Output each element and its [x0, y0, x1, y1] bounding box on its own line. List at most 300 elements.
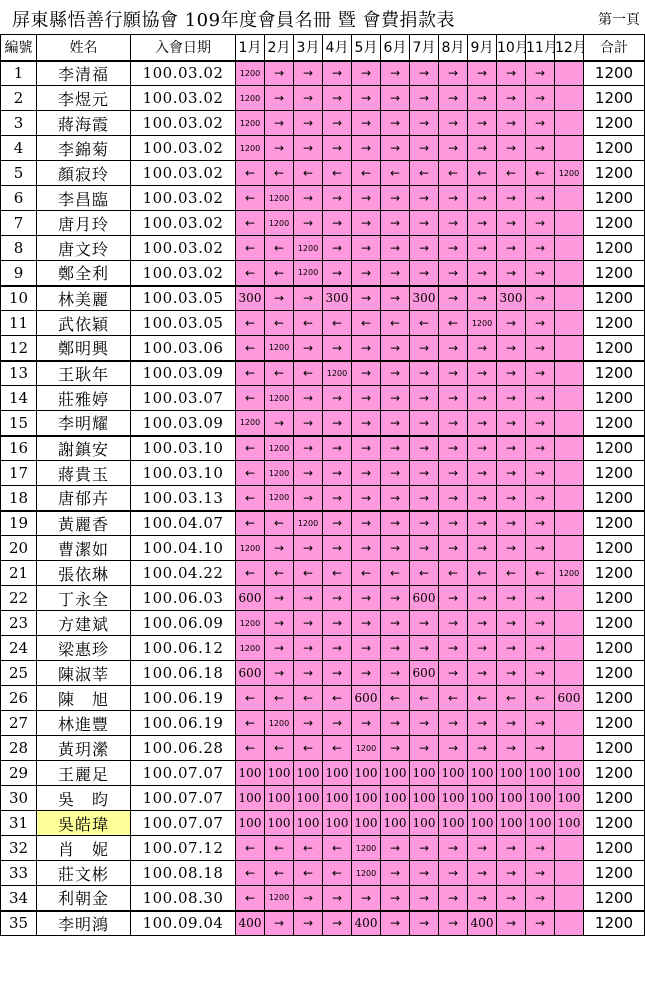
- month-cell: →: [439, 86, 468, 111]
- join-date: 100.03.06: [131, 336, 236, 361]
- row-total: 1200: [584, 461, 645, 486]
- month-cell: 1200: [236, 536, 265, 561]
- month-cell: →: [265, 661, 294, 686]
- join-date: 100.03.09: [131, 361, 236, 386]
- month-cell: 100: [555, 811, 584, 836]
- month-cell: →: [381, 86, 410, 111]
- month-cell: [555, 511, 584, 536]
- table-row: [1, 511, 645, 536]
- member-name: 李清福: [37, 61, 131, 86]
- month-cell: →: [323, 911, 352, 936]
- member-name: 林進豐: [37, 711, 131, 736]
- month-cell: 400: [468, 911, 497, 936]
- month-cell: ←: [236, 161, 265, 186]
- month-cell: →: [439, 861, 468, 886]
- month-cell: →: [323, 886, 352, 911]
- header-month: 2月: [265, 35, 294, 61]
- month-cell: ←: [439, 561, 468, 586]
- month-cell: 1200: [352, 736, 381, 761]
- row-total: 1200: [584, 561, 645, 586]
- month-cell: →: [439, 586, 468, 611]
- month-cell: →: [294, 386, 323, 411]
- month-cell: →: [265, 586, 294, 611]
- month-cell: →: [294, 211, 323, 236]
- month-cell: 100: [526, 761, 555, 786]
- table-row: [1, 486, 645, 511]
- month-cell: [555, 611, 584, 636]
- member-number: 24: [1, 636, 37, 661]
- month-cell: →: [526, 586, 555, 611]
- table-row: [1, 211, 645, 236]
- row-total: 1200: [584, 61, 645, 86]
- month-cell: →: [410, 511, 439, 536]
- month-cell: →: [526, 111, 555, 136]
- header-name: 姓名: [37, 35, 131, 61]
- month-cell: →: [294, 411, 323, 436]
- month-cell: →: [439, 661, 468, 686]
- month-cell: 600: [410, 661, 439, 686]
- join-date: 100.03.02: [131, 136, 236, 161]
- table-row: [1, 536, 645, 561]
- table-row: [1, 261, 645, 286]
- month-cell: →: [468, 486, 497, 511]
- month-cell: 100: [236, 786, 265, 811]
- month-cell: →: [381, 536, 410, 561]
- month-cell: →: [265, 286, 294, 311]
- month-cell: ←: [323, 161, 352, 186]
- month-cell: 1200: [352, 861, 381, 886]
- month-cell: →: [497, 136, 526, 161]
- month-cell: →: [265, 636, 294, 661]
- month-cell: →: [526, 211, 555, 236]
- header-month: 1月: [236, 35, 265, 61]
- table-row: [1, 136, 645, 161]
- month-cell: →: [468, 61, 497, 86]
- month-cell: 100: [497, 786, 526, 811]
- member-number: 33: [1, 861, 37, 886]
- month-cell: ←: [323, 686, 352, 711]
- month-cell: 1200: [236, 136, 265, 161]
- month-cell: →: [468, 861, 497, 886]
- table-row: [1, 661, 645, 686]
- month-cell: 100: [265, 761, 294, 786]
- month-cell: →: [526, 461, 555, 486]
- member-number: 21: [1, 561, 37, 586]
- month-cell: →: [352, 136, 381, 161]
- member-number: 26: [1, 686, 37, 711]
- month-cell: 100: [265, 811, 294, 836]
- month-cell: →: [352, 411, 381, 436]
- month-cell: →: [410, 386, 439, 411]
- member-number: 9: [1, 261, 37, 286]
- month-cell: →: [381, 886, 410, 911]
- member-number: 23: [1, 611, 37, 636]
- month-cell: →: [468, 711, 497, 736]
- month-cell: →: [294, 186, 323, 211]
- month-cell: ←: [265, 861, 294, 886]
- join-date: 100.03.02: [131, 236, 236, 261]
- month-cell: →: [381, 136, 410, 161]
- month-cell: [555, 386, 584, 411]
- month-cell: ←: [323, 561, 352, 586]
- table-row: [1, 911, 645, 936]
- month-cell: →: [381, 436, 410, 461]
- month-cell: →: [410, 536, 439, 561]
- month-cell: 100: [236, 761, 265, 786]
- month-cell: →: [468, 136, 497, 161]
- member-name: 唐郁卉: [37, 486, 131, 511]
- member-name: 李明耀: [37, 411, 131, 436]
- month-cell: →: [410, 136, 439, 161]
- member-number: 6: [1, 186, 37, 211]
- month-cell: 100: [323, 811, 352, 836]
- month-cell: →: [526, 886, 555, 911]
- row-total: 1200: [584, 186, 645, 211]
- month-cell: →: [497, 886, 526, 911]
- month-cell: ←: [236, 261, 265, 286]
- table-row: [1, 311, 645, 336]
- month-cell: →: [323, 411, 352, 436]
- month-cell: ←: [265, 236, 294, 261]
- month-cell: 1200: [236, 636, 265, 661]
- month-cell: 100: [410, 761, 439, 786]
- month-cell: [555, 586, 584, 611]
- month-cell: ←: [265, 736, 294, 761]
- month-cell: →: [352, 636, 381, 661]
- header-join-date: 入會日期: [131, 35, 236, 61]
- join-date: 100.06.09: [131, 611, 236, 636]
- month-cell: 300: [236, 286, 265, 311]
- month-cell: →: [439, 836, 468, 861]
- month-cell: ←: [294, 736, 323, 761]
- month-cell: →: [439, 186, 468, 211]
- join-date: 100.08.30: [131, 886, 236, 911]
- member-name: 肖 妮: [37, 836, 131, 861]
- join-date: 100.06.18: [131, 661, 236, 686]
- month-cell: →: [323, 236, 352, 261]
- month-cell: [555, 261, 584, 286]
- month-cell: →: [352, 336, 381, 361]
- member-name: 吳 昀: [37, 786, 131, 811]
- month-cell: 600: [236, 661, 265, 686]
- month-cell: →: [468, 336, 497, 361]
- month-cell: →: [381, 911, 410, 936]
- month-cell: ←: [352, 561, 381, 586]
- table-row: [1, 361, 645, 386]
- row-total: 1200: [584, 861, 645, 886]
- month-cell: 100: [439, 761, 468, 786]
- month-cell: →: [381, 661, 410, 686]
- month-cell: →: [352, 111, 381, 136]
- table-row: [1, 736, 645, 761]
- month-cell: →: [468, 736, 497, 761]
- month-cell: →: [526, 336, 555, 361]
- member-name: 張依琳: [37, 561, 131, 586]
- member-number: 10: [1, 286, 37, 311]
- table-row: [1, 711, 645, 736]
- month-cell: 100: [497, 761, 526, 786]
- month-cell: ←: [236, 461, 265, 486]
- month-cell: [555, 836, 584, 861]
- month-cell: ←: [323, 311, 352, 336]
- month-cell: [555, 411, 584, 436]
- member-number: 34: [1, 886, 37, 911]
- month-cell: →: [323, 711, 352, 736]
- member-number: 5: [1, 161, 37, 186]
- month-cell: →: [323, 186, 352, 211]
- month-cell: →: [352, 711, 381, 736]
- row-total: 1200: [584, 411, 645, 436]
- month-cell: →: [381, 461, 410, 486]
- member-name: 鄭全利: [37, 261, 131, 286]
- month-cell: ←: [236, 386, 265, 411]
- member-name: 黃玥瀠: [37, 736, 131, 761]
- month-cell: →: [381, 261, 410, 286]
- member-name: 利朝金: [37, 886, 131, 911]
- month-cell: →: [323, 136, 352, 161]
- month-cell: →: [381, 286, 410, 311]
- month-cell: →: [294, 436, 323, 461]
- month-cell: →: [497, 436, 526, 461]
- month-cell: →: [294, 586, 323, 611]
- month-cell: 100: [410, 786, 439, 811]
- month-cell: ←: [236, 836, 265, 861]
- month-cell: →: [526, 661, 555, 686]
- month-cell: →: [294, 486, 323, 511]
- member-number: 8: [1, 236, 37, 261]
- table-row: [1, 461, 645, 486]
- month-cell: →: [468, 286, 497, 311]
- month-cell: →: [439, 461, 468, 486]
- month-cell: 100: [410, 811, 439, 836]
- month-cell: ←: [381, 311, 410, 336]
- month-cell: →: [265, 411, 294, 436]
- member-number: 31: [1, 811, 37, 836]
- month-cell: →: [410, 261, 439, 286]
- join-date: 100.03.10: [131, 461, 236, 486]
- month-cell: →: [294, 111, 323, 136]
- month-cell: 1200: [323, 361, 352, 386]
- join-date: 100.03.02: [131, 261, 236, 286]
- month-cell: ←: [468, 686, 497, 711]
- member-number: 30: [1, 786, 37, 811]
- month-cell: →: [439, 236, 468, 261]
- month-cell: →: [439, 61, 468, 86]
- month-cell: →: [439, 386, 468, 411]
- member-name: 蔣貴玉: [37, 461, 131, 486]
- month-cell: →: [497, 661, 526, 686]
- header-month: 8月: [439, 35, 468, 61]
- month-cell: [555, 711, 584, 736]
- row-total: 1200: [584, 711, 645, 736]
- month-cell: ←: [526, 161, 555, 186]
- month-cell: →: [497, 486, 526, 511]
- month-cell: →: [468, 461, 497, 486]
- month-cell: →: [410, 911, 439, 936]
- table-row: [1, 586, 645, 611]
- month-cell: →: [352, 361, 381, 386]
- month-cell: →: [352, 386, 381, 411]
- table-row: [1, 636, 645, 661]
- month-cell: ←: [265, 311, 294, 336]
- month-cell: 1200: [265, 186, 294, 211]
- month-cell: →: [468, 236, 497, 261]
- month-cell: [555, 661, 584, 686]
- month-cell: →: [265, 111, 294, 136]
- month-cell: [555, 336, 584, 361]
- month-cell: →: [439, 536, 468, 561]
- join-date: 100.04.07: [131, 511, 236, 536]
- member-number: 4: [1, 136, 37, 161]
- join-date: 100.03.13: [131, 486, 236, 511]
- month-cell: →: [352, 586, 381, 611]
- month-cell: →: [497, 186, 526, 211]
- month-cell: →: [294, 461, 323, 486]
- member-number: 17: [1, 461, 37, 486]
- header-month: 3月: [294, 35, 323, 61]
- month-cell: ←: [265, 161, 294, 186]
- month-cell: 100: [236, 811, 265, 836]
- row-total: 1200: [584, 361, 645, 386]
- month-cell: ←: [294, 161, 323, 186]
- member-number: 11: [1, 311, 37, 336]
- month-cell: →: [526, 536, 555, 561]
- table-row: [1, 411, 645, 436]
- month-cell: 400: [352, 911, 381, 936]
- month-cell: 100: [468, 811, 497, 836]
- member-name: 曹潔如: [37, 536, 131, 561]
- join-date: 100.07.07: [131, 761, 236, 786]
- month-cell: →: [468, 586, 497, 611]
- month-cell: →: [381, 361, 410, 386]
- month-cell: →: [439, 286, 468, 311]
- month-cell: ←: [294, 311, 323, 336]
- month-cell: ←: [439, 311, 468, 336]
- month-cell: →: [439, 611, 468, 636]
- member-number: 19: [1, 511, 37, 536]
- month-cell: →: [497, 586, 526, 611]
- month-cell: →: [265, 611, 294, 636]
- month-cell: 100: [294, 811, 323, 836]
- member-name: 梁惠珍: [37, 636, 131, 661]
- month-cell: →: [323, 111, 352, 136]
- month-cell: 1200: [265, 211, 294, 236]
- row-total: 1200: [584, 286, 645, 311]
- month-cell: →: [439, 511, 468, 536]
- month-cell: →: [265, 911, 294, 936]
- month-cell: 100: [555, 786, 584, 811]
- month-cell: →: [294, 661, 323, 686]
- member-number: 13: [1, 361, 37, 386]
- month-cell: →: [381, 236, 410, 261]
- row-total: 1200: [584, 236, 645, 261]
- month-cell: →: [526, 611, 555, 636]
- member-name: 陳淑莘: [37, 661, 131, 686]
- month-cell: →: [410, 61, 439, 86]
- header-month: 9月: [468, 35, 497, 61]
- month-cell: →: [294, 136, 323, 161]
- month-cell: ←: [236, 311, 265, 336]
- month-cell: →: [439, 411, 468, 436]
- header-month: 6月: [381, 35, 410, 61]
- month-cell: 1200: [555, 561, 584, 586]
- month-cell: →: [381, 611, 410, 636]
- month-cell: →: [526, 311, 555, 336]
- month-cell: 1200: [294, 261, 323, 286]
- month-cell: →: [526, 486, 555, 511]
- month-cell: →: [323, 336, 352, 361]
- month-cell: →: [410, 886, 439, 911]
- member-name: 武依穎: [37, 311, 131, 336]
- member-name: 唐月玲: [37, 211, 131, 236]
- month-cell: ←: [294, 561, 323, 586]
- month-cell: →: [526, 836, 555, 861]
- month-cell: →: [497, 711, 526, 736]
- month-cell: →: [439, 736, 468, 761]
- month-cell: ←: [323, 736, 352, 761]
- month-cell: →: [352, 611, 381, 636]
- join-date: 100.04.10: [131, 536, 236, 561]
- row-total: 1200: [584, 911, 645, 936]
- table-body: [1, 61, 645, 936]
- month-cell: ←: [236, 436, 265, 461]
- month-cell: 1200: [236, 61, 265, 86]
- row-total: 1200: [584, 661, 645, 686]
- row-total: 1200: [584, 386, 645, 411]
- month-cell: →: [381, 736, 410, 761]
- member-name: 方建斌: [37, 611, 131, 636]
- month-cell: ←: [410, 561, 439, 586]
- join-date: 100.04.22: [131, 561, 236, 586]
- table-row: [1, 686, 645, 711]
- month-cell: →: [526, 86, 555, 111]
- member-number: 32: [1, 836, 37, 861]
- month-cell: →: [352, 186, 381, 211]
- month-cell: →: [381, 61, 410, 86]
- join-date: 100.06.19: [131, 711, 236, 736]
- month-cell: 100: [352, 761, 381, 786]
- month-cell: →: [294, 86, 323, 111]
- month-cell: →: [497, 311, 526, 336]
- month-cell: →: [381, 636, 410, 661]
- member-number: 15: [1, 411, 37, 436]
- month-cell: →: [410, 461, 439, 486]
- month-cell: →: [410, 436, 439, 461]
- month-cell: ←: [381, 686, 410, 711]
- join-date: 100.08.18: [131, 861, 236, 886]
- month-cell: →: [294, 286, 323, 311]
- month-cell: ←: [236, 336, 265, 361]
- month-cell: ←: [236, 686, 265, 711]
- month-cell: →: [323, 261, 352, 286]
- row-total: 1200: [584, 886, 645, 911]
- month-cell: →: [439, 336, 468, 361]
- member-name: 莊文彬: [37, 861, 131, 886]
- month-cell: →: [410, 486, 439, 511]
- month-cell: ←: [265, 511, 294, 536]
- month-cell: →: [439, 886, 468, 911]
- month-cell: →: [381, 336, 410, 361]
- header-month: 7月: [410, 35, 439, 61]
- member-name: 黃麗香: [37, 511, 131, 536]
- month-cell: ←: [236, 711, 265, 736]
- join-date: 100.03.02: [131, 211, 236, 236]
- header-month: 4月: [323, 35, 352, 61]
- member-name: 李昌臨: [37, 186, 131, 211]
- month-cell: →: [352, 261, 381, 286]
- month-cell: 1200: [236, 411, 265, 436]
- month-cell: →: [526, 636, 555, 661]
